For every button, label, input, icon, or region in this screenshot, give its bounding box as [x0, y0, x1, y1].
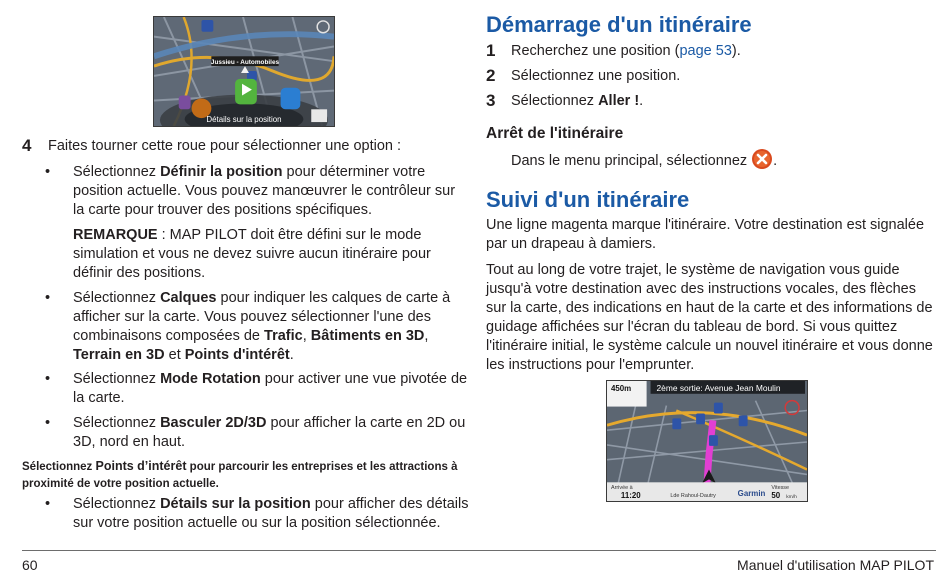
speed-label: Vitesse	[771, 485, 790, 492]
bullet-dot: •	[45, 290, 51, 306]
bold-term: Mode Rotation	[160, 371, 261, 387]
text: pour indiquer les calques de carte à afficher sur la carte. Vous pouvez sélectionner l'une des combinaisons composées de	[73, 290, 451, 344]
navigation-screenshot	[606, 380, 808, 502]
arrival-time: 11:20	[620, 491, 641, 501]
remark-note	[73, 226, 469, 283]
bold-term: Calques	[160, 290, 217, 306]
bullet-text	[73, 414, 469, 452]
stop-text: Dans le menu principal, sélectionnez	[511, 153, 748, 169]
text: .	[289, 347, 294, 363]
paragraph-guidance: Tout au long de votre trajet, le système de navigation vous guide jusqu'à votre destination avec des instructions vocales, des flèches sur la carte, des indications en haut de la carte et des informations de guidage affichées sur l'écran du tableau de bord. Si vous quittez l'itinéraire initial, le système calcule un nouvel itinéraire et vous donne les instructions pour l'emprunter.	[486, 262, 933, 373]
text: pour parcourir les entreprises et les attractions à proximité de votre position actuelle.	[22, 461, 458, 490]
heading-start-route: Démarrage d'un itinéraire	[486, 12, 752, 37]
bullet-text	[73, 163, 469, 220]
step-number: 4	[22, 136, 32, 155]
text: ).	[731, 43, 741, 59]
speed-unit: km/h	[786, 495, 797, 501]
text: Recherchez une position (	[511, 43, 680, 59]
text: Sélectionnez	[73, 415, 161, 431]
text: pour afficher la carte en 2D ou 3D, nord en haut.	[73, 415, 466, 450]
bullet-dot: •	[45, 371, 51, 387]
bullet-dot: •	[45, 415, 51, 431]
speed-value: 50	[771, 491, 781, 501]
remark-text: : MAP PILOT doit être défini sur le mode simulation et vous ne devez suivre aucun itinéraire pour définir des positions.	[73, 227, 431, 281]
bold-term: Définir la position	[160, 164, 283, 180]
stop-icon	[751, 148, 773, 170]
bold-term: Points d'intérêt	[184, 347, 290, 363]
bullet-dot: •	[45, 164, 51, 180]
text: ,	[424, 328, 429, 344]
page-link[interactable]: page 53	[679, 43, 732, 59]
text: Sélectionnez	[511, 93, 599, 109]
brand-text: Garmin	[737, 489, 766, 499]
text: Sélectionnez	[73, 496, 161, 512]
text: Sélectionnez	[22, 461, 96, 473]
bullet-text	[73, 495, 469, 533]
distance-text: 450m	[610, 383, 632, 393]
page-number: 60	[22, 557, 38, 573]
map-wheel-screenshot	[153, 16, 335, 127]
text: et	[164, 347, 185, 363]
text: pour activer une vue pivotée de la carte.	[73, 371, 468, 406]
bold-term: Points d’intérêt	[95, 459, 187, 473]
step-number: 1	[486, 41, 496, 60]
bold-term: Aller !	[598, 93, 640, 109]
street-name: Lde Rahoul-Dautry	[670, 493, 716, 500]
footer-rule	[22, 550, 936, 551]
manual-title: Manuel d'utilisation MAP PILOT	[737, 557, 934, 573]
instruction-text: 2ème sortie: Avenue Jean Moulin	[656, 382, 781, 393]
text: .	[639, 93, 644, 109]
poi-note	[22, 458, 472, 493]
arrival-label: Arrivée à	[610, 485, 633, 492]
paragraph-magenta-line: Une ligne magenta marque l'itinéraire. Votre destination est signalée par un drapeau à damiers.	[486, 217, 925, 252]
step-text: Sélectionnez une position.	[511, 68, 681, 84]
map-wheel-image	[154, 17, 334, 126]
text: Sélectionnez	[73, 371, 161, 387]
wheel-caption: Détails sur la position	[206, 115, 282, 125]
bold-term: Terrain en 3D	[73, 347, 165, 363]
bold-term: Trafic	[264, 328, 303, 344]
step-text: Faites tourner cette roue pour sélectionner une option :	[48, 138, 402, 154]
bullet-text	[73, 370, 469, 408]
remark-label: REMARQUE	[73, 227, 158, 243]
bold-term: Détails sur la position	[160, 496, 311, 512]
step-text	[511, 42, 741, 61]
step-number: 3	[486, 91, 496, 110]
heading-follow-route: Suivi d'un itinéraire	[486, 187, 690, 212]
text: pour déterminer votre position actuelle. Vous pouvez manœuvrer le contrôleur sur la carte pour trouver des positions spécifiques.	[73, 164, 456, 218]
navigation-map-image	[607, 381, 807, 501]
step-text	[511, 92, 643, 111]
bullet-dot: •	[45, 496, 51, 512]
step-number: 2	[486, 66, 496, 85]
heading-stop-route: Arrêt de l'itinéraire	[486, 125, 624, 142]
stop-instruction	[511, 148, 931, 171]
stop-text-end: .	[773, 153, 778, 169]
text: ,	[302, 328, 311, 344]
poi-label: Jussieu - Automobiles	[210, 59, 280, 67]
text: Sélectionnez	[73, 164, 161, 180]
text: pour afficher des détails sur votre position actuelle ou sur la position sélectionnée.	[73, 496, 469, 531]
bold-term: Bâtiments en 3D	[310, 328, 425, 344]
text: Sélectionnez	[73, 290, 161, 306]
bullet-text	[73, 289, 469, 365]
bold-term: Basculer 2D/3D	[160, 415, 267, 431]
